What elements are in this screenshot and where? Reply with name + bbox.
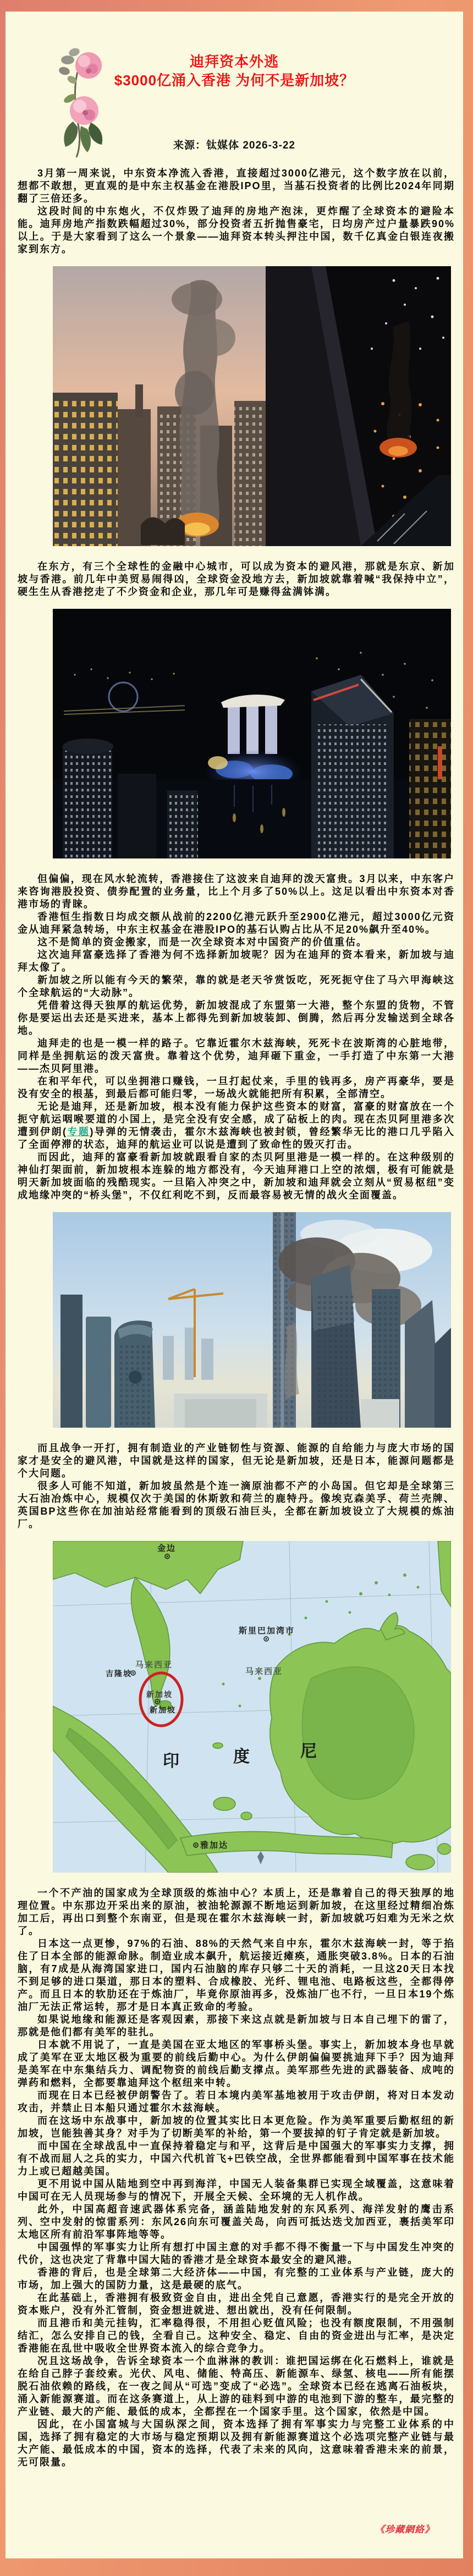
- paragraph: 这段时间的中东炮火，不仅炸毁了迪拜的房地产泡沫，更炸醒了全球资本的避险本能。迪拜房地产指数跌幅超过30%，部分投资者五折抛售豪宅，日均房产过户量暴跌90%以上。于是大家看到了这么一个景象——迪拜资本转头押注中国，数千亿真金白银连夜搬家到东方。: [18, 206, 455, 255]
- right-panel-night-fire: [266, 266, 451, 546]
- title-line-2: $3000亿涌入香港 为何不是新加坡？: [114, 72, 355, 89]
- svg-text:吉隆坡: 吉隆坡: [106, 1669, 132, 1678]
- svg-text:雅加达: 雅加达: [200, 1841, 229, 1850]
- paragraph: 新加坡之所以能有今天的繁荣，靠的就是老天爷赏饭吃，死死扼守住了马六甲海峡这个全球航运的“大动脉”。: [18, 975, 455, 998]
- paragraph: 更不用说中国从陆地到空中再到海洋，中国无人装备集群已实现全域覆盖，这意味着中国可在无人员现场参与的情况下，开展全天候、全环境的无人机作战。: [18, 2178, 455, 2202]
- paragraph: 如果说地缘和能源还是客观因素，那接下来这点就是新加坡与日本自己埋下的雷了，那就是他们都有美军的驻扎。: [18, 2014, 455, 2038]
- southeast-asia-map: [53, 1541, 451, 1873]
- svg-text:印: 印: [163, 1752, 180, 1770]
- link-para-before: 无论是迪拜，还是新加坡，根本没有能力保护这些资本的财富，富豪的财富放在一个扼守航运咽喉要道的小国上，是完全没有安全感，成了砧板上的肉。现在杰贝阿里港多次遭到伊朗(: [18, 1101, 455, 1137]
- text-block-4: [18, 1442, 455, 1531]
- paragraph: 香港的背后，也是全球第二大经济体——中国，有完整的工业体系与产业链，庞大的市场，加上强大的国防力量，这是最硬的底气。: [18, 2267, 455, 2291]
- svg-text:度: 度: [233, 1748, 251, 1766]
- paragraph: 而中国在全球战乱中一直保持着稳定与和平，这背后是中国强大的军事实力支撑，拥有不战而屈人之兵的实力，中国六代机首飞+巴铁空战，全世界都能看到中国军事在技术能力上或已超越美国。: [18, 2140, 455, 2177]
- paragraph: 中国强悍的军事实力让所有想打中国主意的对手都不得不衡量一下与中国发生冲突的代价，这也决定了背靠中国大陆的香港才是全球资本最安全的避风港。: [18, 2242, 455, 2265]
- paragraph: 此外，中国高超音速武器体系完备，涵盖陆地发射的东风系列、海洋发射的鹰击系列、空中发射的惊雷系列：东风26向东可覆盖关岛，向西可抵达迭戈加西亚，裹括美军印太地区所有前沿军事阵地等等。: [18, 2204, 455, 2240]
- paragraph: 这次迪拜富豪选择了香港为何不选择新加坡呢？因为在迪拜的资本看来，新加坡与迪拜太像了。: [18, 949, 455, 973]
- header: [6, 12, 463, 167]
- paragraph: 况且这场战争，告诉全球资本一个血淋淋的教训：谁把国运绑在化石燃料上，谁就是在给自己脖子套绞索。光伏、风电、储能、特高压、新能源车、绿氢、核电——所有能摆脱石油依赖的路线，在一夜之间从“可选”变成了“必选”。全球资本已经在逃离石油板块，涌入新能源赛道。而在这条赛道上，从上游的硅料到中游的电池到下游的整车，最完整的产业链、最大的产能、最低的成本，全都捏在一个国家手里。这个国家，依然是中国。: [18, 2355, 455, 2417]
- paragraph: 凭借着这得天独厚的航运优势，新加坡混成了东盟第一大港，整个东盟的货物，不管你是要运出去还是买进来，基本上都得先到新加坡装卸、倒腾，然后再分发输送到全球各地。: [18, 1000, 455, 1036]
- svg-text:马来西亚: 马来西亚: [135, 1660, 173, 1670]
- singapore-marina-bay-night-photo: [53, 609, 451, 858]
- svg-text:马来西亚: 马来西亚: [245, 1667, 283, 1676]
- svg-text:新加坡: 新加坡: [150, 1705, 176, 1714]
- paragraph: 而且港币和美元挂钩，汇率稳得很，不用担心贬值风险；也没有额度限制，不用强制结汇，怎么安排自己的钱，全看自己。这种安全、稳定、自由的资金进出与汇率，是决定香港能在乱世中吸收全世界资本流入的综合竞争力。: [18, 2318, 455, 2354]
- paragraph: 但偏偏，现在风水轮流转，香港接住了这波来自迪拜的泼天富贵。3月以来，中东客户来咨询港股投资、债券配置的业务量，比上个月多了50%以上。这足以看出中东资本对香港市场的青睐。: [18, 873, 455, 910]
- peony-flower-illustration: [57, 39, 107, 160]
- title-line-1: 迪拜资本外逃: [189, 53, 279, 70]
- source-line: 来源：钛媒体 2026-3-22: [173, 140, 295, 151]
- paragraph: 香港恒生指数日均成交额从战前的2200亿港元跃升至2900亿港元，超过3000亿元资金从迪拜紧急转场，中东主权基金在港股IPO的基石认购占比从不足20%飙升至40%。: [18, 911, 455, 935]
- paragraph: 而且战争一开打，拥有制造业的产业链韧性与资源、能源的自给能力与庞大市场的国家才是安全的避风港，中国就是这样的国家，但无论是新加坡，还是日本，能源问题都是个大问题。: [18, 1443, 455, 1479]
- svg-text:斯里巴加湾市: 斯里巴加湾市: [239, 1626, 295, 1636]
- text-block-5: [18, 1887, 455, 2469]
- paragraph: 而因此，迪拜的富豪看新加坡就跟看自家的杰贝阿里港是一模一样的。在这种级别的神仙打架面前，新加坡根本连躲的地方都没有，今天迪拜港口上空的浓烟，极有可能就是明天新加坡面临的残酷现实。一旦陷入冲突之中，新加坡和迪拜就会立刻从“贸易枢纽”变成地缘冲突的“桥头堡”，不仅红利吃不到，反而最容易被无情的战火全面覆盖。: [18, 1152, 455, 1201]
- left-panel-dusk-fire: [53, 266, 266, 546]
- paragraph: 很多人可能不知道，新加坡虽然是个连一滴原油都不产的小岛国。但它却是全球第三大石油冶炼中心，规模仅次于美国的休斯敦和荷兰的鹿特丹。像埃克森美孚、荷兰壳牌、英国BP这些你在加油站经常能看到的顶级石油巨头，全都在新加坡设立了大规模的炼油厂。: [18, 1480, 455, 1529]
- text-block-2: [18, 560, 455, 598]
- paragraph: 日本就不用说了，一直是美国在亚太地区的军事桥头堡。事实上，新加坡本身也早就成了美军在亚太地区极为重要的前线后勤中心。为什么伊朗偏偏要挑迪拜下手？因为迪拜是美军在中东集结兵力、调配物资的前线后勤支撑点。美军那些先进的武器装备、成吨的弹药和燃料，全都要靠迪拜这个枢纽来中转。: [18, 2039, 455, 2088]
- paragraph: 而现在日本已经被伊朗警告了。若日本境内美军基地被用于攻击伊朗，将对日本发动攻击，并禁止日本船只通过霍尔木兹海峡。: [18, 2090, 455, 2113]
- paragraph: 3月第一周来说，中东资本净流入香港，直接超过3000亿港元，这个数字放在以前，想都不敢想，更直观的是中东主权基金在港股IPO里，当基石投资者的比例比2024年同期翻了三倍还多。: [18, 168, 455, 204]
- paragraph: 在此基础上，香港拥有极致资金自由，进出全凭自己意愿，香港实行的是完全开放的资本账户，没有外汇管制，资金想进就进、想出就出，没有任何限制。: [18, 2292, 455, 2316]
- article-body: [6, 167, 463, 2469]
- paragraph-with-topic-link: [18, 1100, 455, 1151]
- paragraph: 这不是简单的资金搬家，而是一次全球资本对中国资产的价值重估。: [37, 937, 367, 948]
- paragraph: 在和平年代，可以坐拥港口赚钱，一旦打起仗来，手里的钱再多，房产再豪华，要是没有安全的根基，到最后都可能归零，一场战火就能把所有积累，全部清空。: [18, 1076, 455, 1099]
- paragraph: 而在这场中东战事中，新加坡的位置其实比日本更危险。作为美军重要后勤枢纽的新加坡，岂能独善其身？对手为了切断美军的补给，第一个要拔掉的钉子肯定就是新加坡。: [18, 2115, 455, 2139]
- text-block-1: [18, 167, 455, 256]
- article-page: [6, 12, 463, 2558]
- topic-link[interactable]: 专题: [67, 1126, 90, 1137]
- paragraph: 日本这一点更惨，97%的石油、88%的天然气来自中东，霍尔木兹海峡一封，等于掐住了日本全部的能源命脉。制造业成本飙升，航运接近瘫痪，通胀突破3.8%。日本的石油脑，有7成是从海湾国家进口，国内石油脑的库存只够二十天的消耗，一旦这20天日本找不到足够的进口渠道，那日本的塑料、合成橡胶、光纤、锂电池、电路板这些，全都得停产。而且日本的软肋还在于炼油厂，毕竟你原油再多，没炼油厂也不行，一旦日本19个炼油厂无法正常运转，那才是日本真正致命的考验。: [18, 1938, 455, 2012]
- text-block-3b: [18, 1151, 455, 1202]
- collection-seal: 《珍藏網絡》: [375, 2524, 435, 2535]
- dubai-skyline-smoke-photo: [53, 1212, 451, 1428]
- link-para-after: )导弹的无情袭击，霍尔木兹海峡也被封锁，曾经繁华无比的港口几乎陷入了全面停滞的状态，迪拜的航运业可以说是遭到了致命性的毁灭打击。: [18, 1126, 455, 1150]
- paragraph: 迪拜走的也是一模一样的路子。它靠近霍尔木兹海峡，死死卡在波斯湾的心脏地带，同样是坐拥航运的泼天富贵。靠着这个优势，迪拜砸下重金，一手打造了中东第一大港——杰贝阿里港。: [18, 1038, 455, 1074]
- svg-text:金边: 金边: [157, 1544, 177, 1553]
- paragraph: 在东方，有三个全球性的金融中心城市，可以成为资本的避风港，那就是东京、新加坡与香港。前几年中美贸易闹得凶，全球资金没地方去，新加坡就靠着喊“我保持中立”，硬生生从香港挖走了不少资金和企业，那几年可是赚得盆满钵满。: [18, 561, 455, 597]
- paragraph: 因此，在小国富城与大国纵深之间，资本选择了拥有军事实力与完整工业体系的中国，选择了拥有稳定的大市场与稳定预期以及拥有新能源赛道这个必选项完整产业链与最大产能、最低成本的中国，资本的选择，代表了未来的风向，这意味着香港未来的前景，无可限量。: [18, 2419, 455, 2468]
- svg-text:新加坡: 新加坡: [146, 1690, 173, 1699]
- text-block-3a: [18, 873, 455, 1100]
- svg-text:尼: 尼: [300, 1742, 318, 1760]
- dubai-fire-two-panel-photo: [53, 266, 451, 546]
- paragraph: 一个不产油的国家成为全球顶级的炼油中心？本质上，还是靠着自己的得天独厚的地理位置。中东那边开采出来的原油，被油轮源源不断地运到新加坡，在这里经过精细冶炼加工后，再出口到整个东南亚，但是现在霍尔木兹海峡一封，新加坡就巧妇难为无米之炊了。: [18, 1887, 455, 1936]
